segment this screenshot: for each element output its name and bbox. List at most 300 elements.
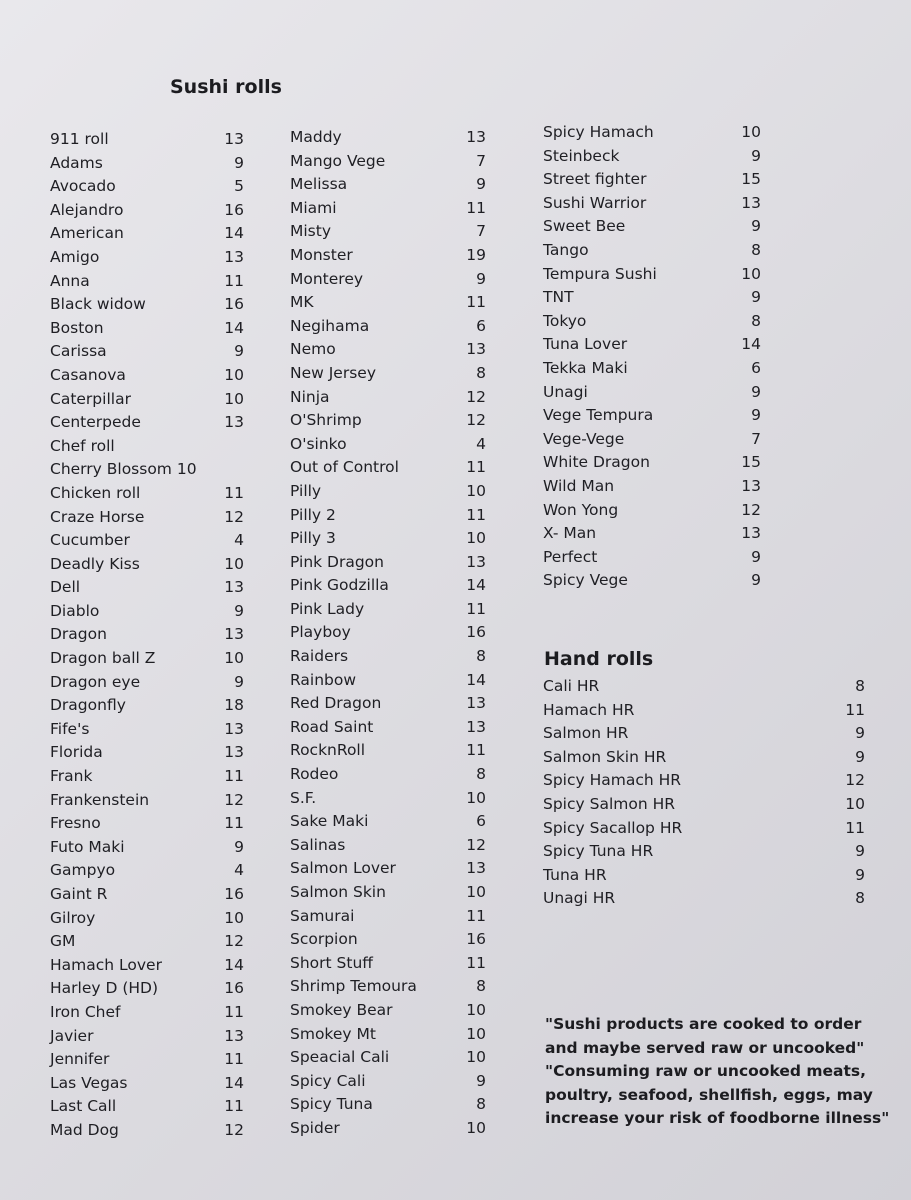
menu-item-price: 9	[234, 601, 244, 620]
menu-item	[50, 930, 250, 954]
menu-item-price: 11	[224, 814, 244, 833]
menu-item-name: Unagi HR	[543, 889, 616, 908]
menu-item	[290, 692, 490, 716]
menu-item-name: Vege Tempura	[543, 406, 654, 425]
menu-item-price: 11	[224, 1097, 244, 1116]
menu-item	[290, 126, 490, 150]
menu-item	[290, 456, 490, 480]
menu-item-name: Anna	[50, 271, 90, 290]
menu-item	[50, 199, 250, 223]
menu-item-name: Monster	[290, 245, 353, 264]
sushi-column-3	[543, 121, 763, 593]
menu-item	[543, 746, 865, 770]
menu-item	[50, 789, 250, 813]
menu-item-name: Sake Maki	[290, 812, 369, 831]
menu-item	[543, 699, 865, 723]
menu-item-name: Chef roll	[50, 436, 115, 455]
menu-item	[543, 499, 763, 523]
menu-item-name: Black widow	[50, 295, 146, 314]
menu-item	[50, 623, 250, 647]
menu-item-name: Misty	[290, 222, 332, 241]
menu-item	[290, 763, 490, 787]
menu-item-name: Cucumber	[50, 531, 130, 550]
notice-line: poultry, seafood, shellfish, eggs, may	[545, 1085, 873, 1104]
menu-item-price: 10	[845, 794, 865, 813]
menu-item	[543, 333, 763, 357]
menu-item-name: Red Dragon	[290, 694, 382, 713]
menu-item-price: 15	[741, 453, 761, 472]
menu-item-name: Speacial Cali	[290, 1048, 390, 1067]
menu-item-name: X- Man	[543, 524, 597, 543]
menu-item-name: Ninja	[290, 387, 330, 406]
menu-item-name: Spicy Tuna	[290, 1095, 373, 1114]
menu-item-name: Miami	[290, 198, 337, 217]
menu-item	[290, 999, 490, 1023]
menu-item	[50, 812, 250, 836]
menu-item-price: 11	[845, 818, 865, 837]
menu-item	[543, 145, 763, 169]
menu-item-price: 8	[476, 363, 486, 382]
menu-item-price: 11	[224, 1050, 244, 1069]
menu-item-price: 12	[741, 500, 761, 519]
sushi-column-2	[290, 126, 490, 1141]
menu-item-price: 8	[855, 889, 865, 908]
menu-item-price: 16	[224, 295, 244, 314]
menu-item-price: 10	[224, 389, 244, 408]
menu-item-price: 13	[741, 476, 761, 495]
menu-item-name: Dell	[50, 578, 81, 597]
menu-item-name: Craze Horse	[50, 507, 145, 526]
menu-item-name: Hamach HR	[543, 700, 635, 719]
menu-item-name: Fife's	[50, 719, 90, 738]
menu-item-price: 13	[466, 694, 486, 713]
menu-item-price: 18	[224, 696, 244, 715]
menu-item-price: 9	[476, 269, 486, 288]
menu-item	[543, 263, 763, 287]
menu-item-name: Cherry Blossom 10	[50, 460, 197, 479]
menu-item-price: 10	[224, 649, 244, 668]
menu-item-price: 12	[845, 771, 865, 790]
menu-item-name: Adams	[50, 153, 103, 172]
menu-item-name: Deadly Kiss	[50, 554, 140, 573]
menu-item	[290, 645, 490, 669]
menu-item-name: S.F.	[290, 788, 317, 807]
menu-item-name: Frankenstein	[50, 790, 150, 809]
menu-item-price: 11	[466, 293, 486, 312]
menu-item	[543, 215, 763, 239]
menu-item-price: 11	[224, 767, 244, 786]
menu-item-price: 11	[466, 953, 486, 972]
menu-item	[290, 1023, 490, 1047]
menu-item-price: 15	[741, 170, 761, 189]
menu-item-name: Frank	[50, 767, 93, 786]
menu-item-price: 11	[466, 198, 486, 217]
menu-item-name: Playboy	[290, 623, 351, 642]
menu-item-price: 12	[466, 835, 486, 854]
menu-item	[543, 546, 763, 570]
menu-item-price: 13	[466, 552, 486, 571]
menu-item-name: Salmon HR	[543, 724, 629, 743]
menu-item-price: 10	[224, 908, 244, 927]
menu-item	[50, 482, 250, 506]
menu-item-name: Perfect	[543, 547, 598, 566]
menu-item-price: 7	[476, 151, 486, 170]
menu-item-name: American	[50, 224, 124, 243]
menu-item-name: Alejandro	[50, 200, 124, 219]
menu-item-price: 9	[751, 217, 761, 236]
menu-item-price: 13	[224, 578, 244, 597]
menu-item-price: 11	[224, 483, 244, 502]
menu-item	[543, 840, 865, 864]
menu-item-name: Spicy Hamach	[543, 123, 654, 141]
menu-item-price: 7	[751, 429, 761, 448]
menu-item-price: 9	[476, 175, 486, 194]
menu-item-price: 13	[224, 743, 244, 762]
menu-item-name: Spicy Vege	[543, 571, 628, 590]
menu-item	[50, 907, 250, 931]
menu-item-name: Cali HR	[543, 677, 600, 695]
menu-item	[290, 928, 490, 952]
menu-item-name: Wild Man	[543, 476, 615, 495]
menu-item-price: 12	[224, 507, 244, 526]
menu-item-price: 12	[466, 411, 486, 430]
menu-item-price: 9	[476, 1071, 486, 1090]
menu-item-price: 13	[224, 719, 244, 738]
menu-item-price: 9	[751, 382, 761, 401]
menu-item-name: Spicy Salmon HR	[543, 794, 676, 813]
menu-item-name: New Jersey	[290, 363, 376, 382]
menu-item-price: 10	[466, 1000, 486, 1019]
menu-item	[290, 598, 490, 622]
menu-item-price: 13	[466, 128, 486, 146]
menu-item	[543, 168, 763, 192]
menu-item	[50, 270, 250, 294]
menu-item	[543, 310, 763, 334]
menu-item-price: 10	[466, 883, 486, 901]
menu-item-name: Pilly 2	[290, 505, 336, 524]
menu-item-price: 10	[466, 1118, 486, 1137]
menu-item-name: TNT	[543, 288, 574, 307]
menu-item	[50, 175, 250, 199]
menu-item-name: Pink Dragon	[290, 552, 384, 571]
menu-item	[290, 173, 490, 197]
menu-item-price: 6	[476, 812, 486, 831]
menu-item	[543, 286, 763, 310]
menu-item-price: 9	[234, 342, 244, 361]
menu-item-price: 16	[224, 979, 244, 998]
menu-item-name: Spicy Tuna HR	[543, 842, 654, 861]
menu-item	[290, 197, 490, 221]
menu-item-price: 10	[741, 264, 761, 283]
hand-rolls-heading: Hand rolls	[544, 648, 654, 670]
menu-item-name: Iron Chef	[50, 1002, 121, 1021]
menu-item-price: 13	[224, 413, 244, 432]
menu-item-name: Rodeo	[290, 765, 339, 784]
menu-item-price: 8	[476, 647, 486, 666]
menu-item	[543, 192, 763, 216]
menu-item-price: 14	[224, 318, 244, 337]
menu-item-name: Harley D (HD)	[50, 979, 159, 998]
menu-item-name: Spider	[290, 1118, 340, 1137]
menu-item	[290, 1093, 490, 1117]
menu-item	[290, 409, 490, 433]
menu-item-name: Salmon Lover	[290, 859, 396, 878]
menu-item	[290, 551, 490, 575]
menu-item-price: 11	[466, 906, 486, 925]
menu-item-name: Diablo	[50, 601, 100, 620]
menu-item	[290, 220, 490, 244]
menu-item-name: Last Call	[50, 1097, 117, 1116]
menu-item-name: Rainbow	[290, 670, 357, 689]
menu-item-price: 10	[466, 481, 486, 500]
menu-item-name: Futo Maki	[50, 837, 125, 856]
menu-item-name: Fresno	[50, 814, 101, 833]
menu-item-price: 14	[224, 955, 244, 974]
menu-item-price: 7	[476, 222, 486, 241]
menu-item	[50, 411, 250, 435]
menu-item	[50, 576, 250, 600]
menu-item	[543, 428, 763, 452]
menu-item-name: Tuna HR	[543, 865, 607, 884]
menu-item-name: Nemo	[290, 340, 336, 359]
menu-item-name: Gaint R	[50, 885, 108, 903]
menu-item-price: 10	[224, 554, 244, 573]
menu-item	[50, 340, 250, 364]
menu-item	[290, 338, 490, 362]
menu-item-name: Won Yong	[543, 500, 619, 519]
menu-item-name: Hamach Lover	[50, 955, 162, 974]
menu-item	[290, 527, 490, 551]
menu-item-name: Negihama	[290, 316, 370, 335]
menu-item-name: Dragonfly	[50, 696, 126, 715]
menu-item-price: 9	[751, 406, 761, 425]
menu-item	[50, 765, 250, 789]
menu-item-name: Dragon ball Z	[50, 649, 156, 668]
menu-item	[290, 881, 490, 905]
menu-item-name: O'sinko	[290, 434, 347, 453]
sushi-column-1	[50, 128, 250, 1143]
menu-item-name: Smokey Bear	[290, 1000, 393, 1019]
menu-item-price: 10	[466, 1048, 486, 1067]
menu-item	[50, 694, 250, 718]
menu-item	[50, 435, 250, 459]
menu-item-price: 9	[234, 672, 244, 691]
notice-line: increase your risk of foodborne illness"	[545, 1109, 890, 1127]
menu-item	[290, 433, 490, 457]
menu-item-price: 10	[741, 123, 761, 141]
menu-item-name: Gilroy	[50, 908, 96, 927]
menu-item	[290, 268, 490, 292]
menu-item-price: 16	[466, 623, 486, 642]
menu-item-price: 9	[751, 288, 761, 307]
menu-item-price: 10	[466, 788, 486, 807]
menu-item	[543, 569, 763, 593]
sushi-rolls-heading: Sushi rolls	[170, 76, 282, 98]
notice-line: "Sushi products are cooked to order	[545, 1015, 862, 1033]
menu-item-price: 12	[466, 387, 486, 406]
menu-item-name: Salmon Skin	[290, 883, 386, 901]
menu-item-name: Unagi	[543, 382, 588, 401]
notice-line: "Consuming raw or uncooked meats,	[545, 1062, 866, 1080]
menu-item	[50, 1119, 250, 1143]
menu-item-name: Chicken roll	[50, 483, 141, 502]
menu-item-name: Mango Vege	[290, 151, 386, 170]
menu-item-price: 13	[224, 247, 244, 266]
menu-item-price: 10	[466, 1024, 486, 1043]
menu-item-price: 11	[224, 1002, 244, 1021]
menu-item-price: 12	[224, 932, 244, 951]
menu-item-price: 4	[234, 531, 244, 550]
menu-item-name: Boston	[50, 318, 104, 337]
menu-item	[50, 458, 250, 482]
menu-item-name: Florida	[50, 743, 103, 762]
menu-item	[543, 817, 865, 841]
menu-item	[290, 857, 490, 881]
menu-item	[290, 362, 490, 386]
menu-item-name: Spicy Sacallop HR	[543, 818, 683, 837]
menu-item-name: Caterpillar	[50, 389, 131, 408]
menu-item-name: Tuna Lover	[543, 335, 628, 354]
menu-item-price: 12	[224, 790, 244, 809]
menu-item-name: Smokey Mt	[290, 1024, 376, 1043]
menu-item-name: Carissa	[50, 342, 107, 361]
menu-item-price: 11	[466, 505, 486, 524]
menu-item-name: Jennifer	[50, 1050, 110, 1069]
menu-item-price: 4	[476, 434, 486, 453]
menu-item-name: Street fighter	[543, 170, 647, 189]
menu-item-name: Salinas	[290, 835, 346, 854]
menu-item-name: Tekka Maki	[543, 358, 628, 377]
menu-item-name: Spicy Cali	[290, 1071, 366, 1090]
menu-item-price: 9	[751, 146, 761, 165]
menu-item-price: 13	[741, 524, 761, 543]
menu-item-price: 9	[751, 547, 761, 566]
menu-item-name: Pink Lady	[290, 599, 365, 618]
menu-item-price: 8	[751, 311, 761, 330]
menu-item	[50, 152, 250, 176]
menu-item-price: 13	[466, 717, 486, 736]
menu-item-price: 13	[466, 340, 486, 359]
menu-item	[543, 769, 865, 793]
menu-item	[290, 1117, 490, 1141]
menu-item-price: 12	[224, 1120, 244, 1139]
menu-item	[543, 864, 865, 888]
menu-item-price: 9	[855, 865, 865, 884]
menu-item-name: Salmon Skin HR	[543, 747, 667, 766]
menu-item	[290, 315, 490, 339]
menu-item	[290, 834, 490, 858]
menu-item-price: 14	[466, 576, 486, 595]
menu-item-name: Tokyo	[543, 311, 587, 330]
menu-item	[50, 128, 250, 152]
menu-item	[290, 1070, 490, 1094]
menu-item-name: Amigo	[50, 247, 100, 266]
menu-item	[290, 952, 490, 976]
menu-item	[290, 669, 490, 693]
menu-item-price: 8	[855, 677, 865, 695]
menu-item-name: Maddy	[290, 128, 342, 146]
menu-item	[543, 793, 865, 817]
menu-item-price: 14	[741, 335, 761, 354]
menu-item-price: 9	[855, 842, 865, 861]
menu-item	[290, 905, 490, 929]
menu-item-name: Shrimp Temoura	[290, 977, 417, 996]
menu-item-price: 11	[466, 458, 486, 477]
menu-item-price: 13	[224, 130, 244, 148]
menu-item-name: Las Vegas	[50, 1073, 128, 1092]
menu-item-name: Steinbeck	[543, 146, 620, 165]
menu-item	[50, 836, 250, 860]
menu-item-name: Spicy Hamach HR	[543, 771, 682, 790]
menu-item	[543, 121, 763, 145]
menu-item-price: 11	[466, 741, 486, 760]
menu-item-price: 9	[855, 747, 865, 766]
menu-item-price: 16	[224, 885, 244, 903]
menu-item	[543, 239, 763, 263]
menu-item	[290, 574, 490, 598]
menu-item-name: Scorpion	[290, 930, 358, 949]
menu-item	[50, 293, 250, 317]
menu-item-name: Short Stuff	[290, 953, 373, 972]
menu-item	[50, 246, 250, 270]
menu-item	[50, 883, 250, 907]
menu-item-price: 14	[224, 224, 244, 243]
menu-item	[50, 364, 250, 388]
menu-item	[543, 887, 865, 911]
menu-item	[543, 675, 865, 699]
menu-item-name: 911 roll	[50, 130, 109, 148]
menu-item-price: 8	[476, 1095, 486, 1114]
menu-item	[290, 480, 490, 504]
menu-item	[50, 1048, 250, 1072]
menu-item-name: Out of Control	[290, 458, 399, 477]
menu-item-name: GM	[50, 932, 76, 951]
menu-item-name: Tango	[543, 240, 589, 259]
menu-item-price: 11	[845, 700, 865, 719]
menu-item-name: Casanova	[50, 365, 126, 384]
menu-item	[290, 739, 490, 763]
menu-item-price: 8	[476, 765, 486, 784]
menu-item-name: White Dragon	[543, 453, 650, 472]
menu-item-name: O'Shrimp	[290, 411, 362, 430]
menu-item-price: 16	[466, 930, 486, 949]
menu-item-price: 16	[224, 200, 244, 219]
menu-item	[50, 1072, 250, 1096]
menu-item-price: 9	[751, 571, 761, 590]
menu-item	[290, 975, 490, 999]
menu-item	[543, 475, 763, 499]
menu-item	[50, 741, 250, 765]
menu-item-price: 8	[751, 240, 761, 259]
menu-item	[50, 1095, 250, 1119]
menu-item-name: Monterey	[290, 269, 364, 288]
menu-item-price: 8	[476, 977, 486, 996]
food-safety-notice	[545, 1013, 895, 1131]
menu-item-name: Dragon eye	[50, 672, 141, 691]
menu-item	[290, 150, 490, 174]
menu-item-price: 5	[234, 177, 244, 196]
menu-item-name: Pilly	[290, 481, 322, 500]
menu-item	[50, 954, 250, 978]
menu-item	[290, 716, 490, 740]
menu-item-name: Road Saint	[290, 717, 374, 736]
menu-item	[290, 504, 490, 528]
menu-item	[290, 810, 490, 834]
menu-item	[543, 451, 763, 475]
menu-item	[50, 506, 250, 530]
menu-item	[290, 621, 490, 645]
menu-item-price: 9	[855, 724, 865, 743]
